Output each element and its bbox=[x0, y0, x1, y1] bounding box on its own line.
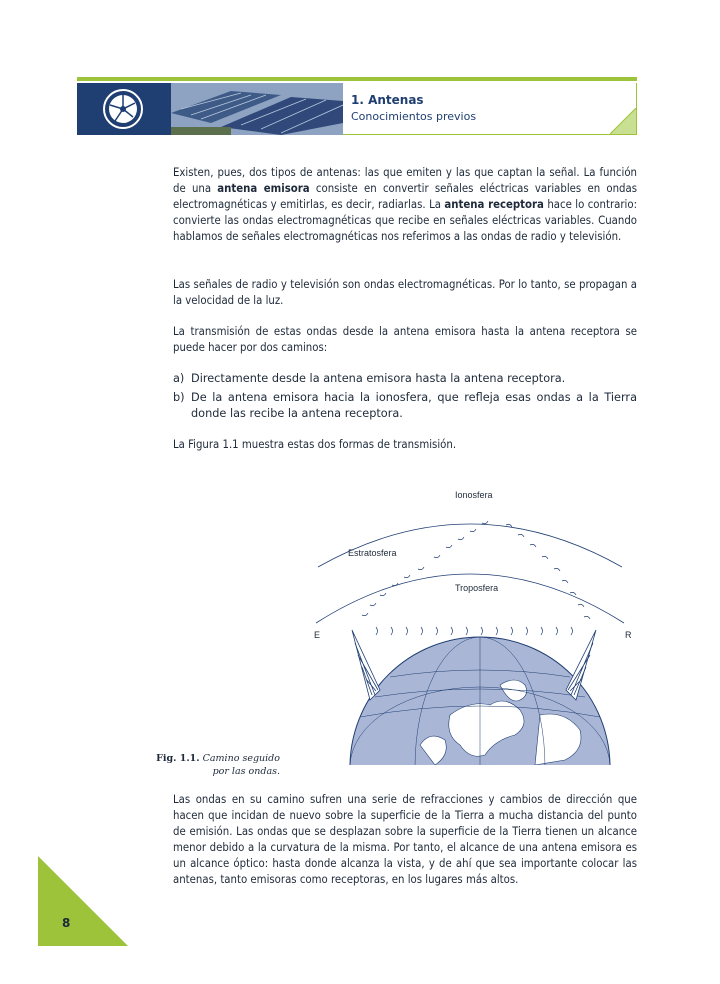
term-antena-emisora: antena emisora bbox=[217, 182, 310, 195]
list-marker: a) bbox=[173, 372, 185, 385]
page-number: 8 bbox=[62, 916, 71, 930]
paragraph-wave-refraction: Las ondas en su camino sufren una serie de refracciones y cambios de dirección que hacen que incidan de nuevo sobre la superficie de la Tierra a mucha distancia del punto de emisión. Las ondas que se desplazan sobre la superficie de la Tierra tienen un alcance menor debido a la curvatura de la misma. Por tanto, el alcance de una antena emisora es un alcance óptico: hasta donde alcanza la vista, y de ahí que sea importante colocar las antenas, tanto emisoras como receptoras, en los lugares más altos. bbox=[173, 793, 637, 886]
figure-caption bbox=[140, 752, 280, 778]
sky-wave-down-marks bbox=[506, 524, 590, 619]
paragraph-text: consiste en convertir señales eléctricas variables en ondas electromagnéticas y emitirlas, es decir, radiarlas. La bbox=[173, 182, 638, 211]
page-corner-triangle bbox=[38, 856, 128, 946]
troposphere-arc bbox=[316, 574, 624, 623]
caption-label: Fig. 1.1. bbox=[156, 753, 200, 764]
header-accent-line bbox=[77, 77, 637, 81]
direct-wave-marks bbox=[376, 627, 573, 635]
emitter-tower bbox=[352, 630, 380, 700]
chapter-title: 1. Antenas bbox=[351, 93, 424, 107]
label-estratosfera: Estratosfera bbox=[348, 548, 397, 558]
list-item bbox=[173, 371, 637, 387]
term-antena-receptora: antena receptora bbox=[444, 198, 544, 211]
paragraph-text: Existen, pues, dos tipos de antenas: las que emiten y las que captan la señal. La función de una bbox=[173, 166, 637, 195]
label-receiver: R bbox=[625, 630, 632, 640]
chapter-header bbox=[77, 77, 637, 135]
paragraph-transmission-paths: La transmisión de estas ondas desde la antena emisora hasta la antena receptora se puede hacer por dos caminos: bbox=[173, 325, 637, 354]
paragraph-text: hace lo contrario: convierte las ondas electromagnéticas que recibe en señales eléctricas variables. Cuando hablamos de señales electromagnéticas nos referimos a las ondas de radio y televisión. bbox=[173, 198, 637, 243]
chapter-subtitle: Conocimientos previos bbox=[351, 110, 477, 123]
figure-wave-paths bbox=[300, 485, 640, 767]
label-ionosfera: Ionosfera bbox=[455, 490, 493, 500]
paragraph-figure-reference: La Figura 1.1 muestra estas dos formas de transmisión. bbox=[173, 438, 457, 451]
satellite-dish-icon bbox=[77, 83, 171, 135]
paragraph-speed-of-light: Las señales de radio y televisión son ondas electromagnéticas. Por lo tanto, se propagan a la velocidad de la luz. bbox=[173, 278, 637, 307]
solar-panel-image bbox=[171, 83, 343, 135]
list-item bbox=[173, 390, 637, 422]
label-troposfera: Troposfera bbox=[455, 583, 499, 593]
ionosphere-arc bbox=[318, 524, 622, 567]
solar-panels-photo bbox=[171, 83, 343, 135]
wave-propagation-diagram bbox=[300, 485, 640, 767]
list-text: De la antena emisora hacia la ionosfera, que refleja esas ondas a la Tierra donde las recibe la antena receptora. bbox=[191, 391, 637, 420]
sky-wave-up-marks bbox=[362, 521, 488, 616]
header-corner-triangle bbox=[610, 108, 636, 134]
earth-globe bbox=[350, 637, 610, 767]
paragraph-antenna-types bbox=[173, 165, 637, 245]
header-title-box bbox=[343, 83, 637, 135]
list-text: Directamente desde la antena emisora hasta la antena receptora. bbox=[191, 372, 566, 385]
list-marker: b) bbox=[173, 391, 185, 404]
caption-text: Camino seguido por las ondas. bbox=[199, 753, 280, 777]
header-logo bbox=[77, 83, 171, 135]
label-emitter: E bbox=[314, 630, 321, 640]
